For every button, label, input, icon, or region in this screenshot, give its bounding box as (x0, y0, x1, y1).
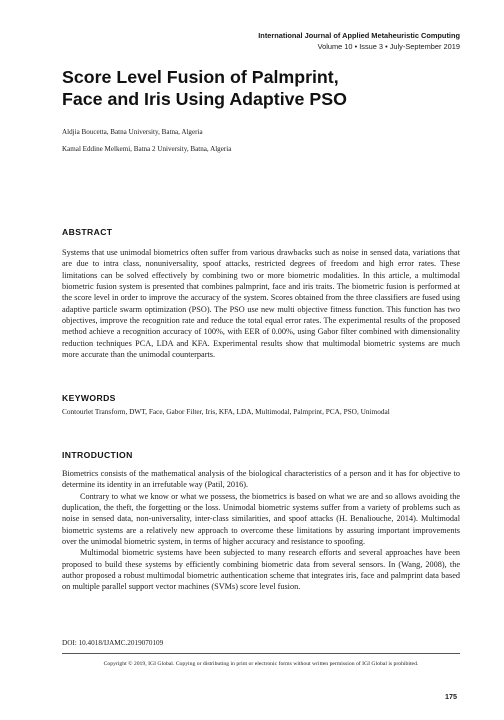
journal-name: International Journal of Applied Metaheuristic Computing (258, 31, 460, 40)
title-line-2: Face and Iris Using Adaptive PSO (62, 88, 347, 109)
journal-issue: Volume 10 • Issue 3 • July-September 2019 (317, 41, 460, 51)
title-line-1: Score Level Fusion of Palmprint, (62, 67, 339, 87)
footer-divider (62, 653, 460, 654)
introduction-body (62, 468, 460, 593)
intro-paragraph-1: Biometrics consists of the mathematical analysis of the biological characteristics of a person and it has for objective to determine its identity in an irrefutable way (Patil, 2016). (62, 469, 460, 490)
journal-header (258, 31, 460, 52)
keywords-text: Contourlet Transform, DWT, Face, Gabor Filter, Iris, KFA, LDA, Multimodal, Palmprint, PCA, PSO, Unimodal (62, 407, 390, 416)
page-number: 175 (445, 692, 457, 701)
intro-paragraph-3: Multimodal biometric systems have been subjected to many research efforts and several approaches have been proposed to build these systems by efficiently combining biometric data from several sensors. In (Wang, 2008), the author proposed a robust multimodal biometric authentication scheme that integrates iris, face and palmprint data based on multiple parallel support vector machines (SVMs) score level fusion. (62, 548, 460, 592)
author-1: Aldjia Boucetta, Batna University, Batna, Algeria (62, 128, 203, 136)
abstract-text: Systems that use unimodal biometrics often suffer from various drawbacks such as noise in sensed data, variations that are due to intra class, nonuniversality, spoof attacks, restricted degrees of freedom and high error rates. These limitations can be solved effectively by combining two or more biometric modalities. In this article, a multimodal biometric fusion system is presented that combines palmprint, face and iris traits. The biometric fusion is performed at the score level in order to improve the accuracy of the system. Scores obtained from the three classifiers are fused using adaptive particle swarm optimization (PSO). The PSO use new multi objective fitness function. This function has two objectives, improve the recognition rate and reduce the total equal error rates. The experimental results of the proposed method achieve a recognition accuracy of 100%, with EER of 0.00%, using Gabor filter combined with dimensionality reduction techniques PCA, LDA and KFA. Experimental results show that multimodal biometric systems are much more accurate than the unimodal counterparts. (62, 248, 460, 360)
abstract-heading: ABSTRACT (62, 227, 113, 237)
intro-paragraph-2: Contrary to what we know or what we possess, the biometrics is based on what we are and so allows avoiding the duplication, the theft, the forgetting or the loss. Unimodal biometric systems suffer from a variety of problems such as noise in sensed data, non-universality, inter-class similarities, and spoof attacks (H. Benaliouche, 2014). Multimodal biometric systems are a relatively new approach to overcome these limitations by assuring important improvements over the unimodal biometric system, in terms of higher accuracy and resistance to spoofing. (62, 491, 460, 547)
copyright-notice: Copyright © 2019, IGI Global. Copying or distributing in print or electronic forms without written permission of IGI Global is prohibited. (103, 661, 419, 667)
keywords-heading: KEYWORDS (62, 393, 116, 403)
introduction-heading: INTRODUCTION (62, 450, 133, 460)
doi: DOI: 10.4018/IJAMC.2019070109 (62, 639, 164, 647)
article-title (62, 67, 462, 110)
author-list (62, 124, 231, 157)
author-2: Kamal Eddine Melkemi, Batna 2 University, Batna, Algeria (62, 144, 232, 153)
